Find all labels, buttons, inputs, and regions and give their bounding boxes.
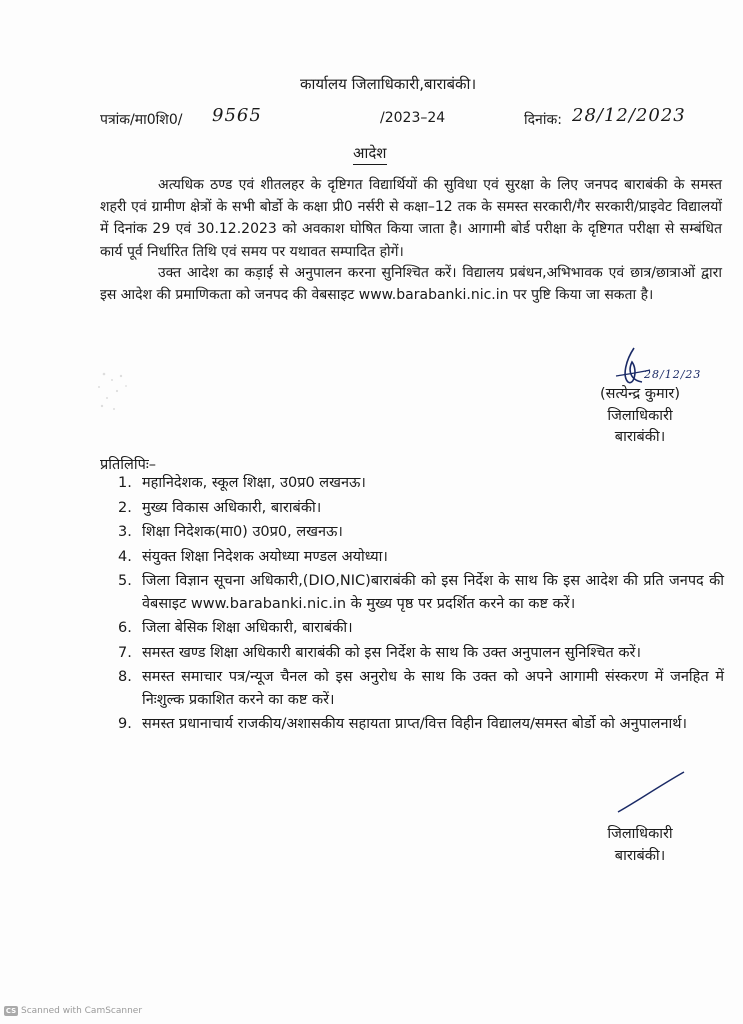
reference-year: /2023–24 bbox=[380, 110, 446, 126]
item-number: 2. bbox=[118, 499, 132, 516]
date-label: दिनांक: bbox=[524, 112, 562, 128]
item-text: जिला बेसिक शिक्षा अधिकारी, बाराबंकी। bbox=[142, 620, 353, 636]
closing-signature-mark bbox=[612, 768, 692, 818]
item-text: जिला विज्ञान सूचना अधिकारी,(DIO,NIC)बाराबंकी को इस निर्देश के साथ कि इस आदेश की प्रति जनपद की वेबसाइट www.barabanki.nic.in के मुख्य पृष्ठ पर प्रदर्शित करने का कष्ट करें। bbox=[142, 573, 724, 612]
closing-district: बाराबंकी। bbox=[614, 847, 666, 864]
item-text: समस्त प्रधानाचार्य राजकीय/अशासकीय सहायता प्राप्त/वित्त विहीन विद्यालय/समस्त बोर्डो को अनुपालनार्थ। bbox=[142, 716, 688, 732]
item-number: 7. bbox=[118, 644, 132, 661]
copy-to-list bbox=[100, 472, 724, 738]
signatory-name: (सत्येन्द्र कुमार) bbox=[599, 386, 680, 402]
order-paragraph-1: अत्यधिक ठण्ड एवं शीतलहर के दृष्टिगत विद्यार्थियों की सुविधा एवं सुरक्षा के लिए जनपद बाराबंकी के समस्त शहरी एवं ग्रामीण क्षेत्रों के सभी बोर्डो के कक्षा प्री0 नर्सरी से कक्षा–12 तक के समस्त सरकारी/गैर सरकारी/प्राइवेट विद्यालयों में दिनांक 29 एवं 30.12.2023 को अवकाश घोषित किया जाता है। आगामी बोर्ड परीक्षा के दृष्टिगत परीक्षा से सम्बंधित कार्य पूर्व निर्धारित तिथि एवं समय पर यथावत सम्पादित होगें। bbox=[100, 177, 722, 260]
list-item bbox=[100, 666, 724, 711]
order-paragraph-2: उक्त आदेश का कड़ाई से अनुपालन करना सुनिश्चित करें। विद्यालय प्रबंधन,अभिभावक एवं छात्र/छात्राओं द्वारा इस आदेश की प्रमाणिकता को जनपद की वेबसाइट www.barabanki.nic.in पर पुष्टि किया जा सकता है। bbox=[100, 265, 722, 304]
copy-to-label: प्रतिलिपिः– bbox=[100, 457, 157, 473]
item-number: 8. bbox=[118, 669, 132, 685]
item-text: मुख्य विकास अधिकारी, बाराबंकी। bbox=[142, 499, 322, 516]
closing-signature-block bbox=[575, 824, 705, 867]
signature-date: 28/12/23 bbox=[644, 368, 702, 381]
camscanner-logo-icon: CS bbox=[5, 1007, 17, 1015]
list-item bbox=[100, 497, 724, 520]
signatory-district: बाराबंकी। bbox=[614, 429, 666, 445]
faint-seal-mark bbox=[90, 362, 150, 422]
item-text: शिक्षा निदेशक(मा0) उ0प्र0, लखनऊ। bbox=[142, 524, 343, 540]
date-value: 28/12/2023 bbox=[572, 105, 686, 126]
reference-prefix: पत्रांक/मा0शि0/ bbox=[100, 112, 183, 128]
signatory-designation: जिलाधिकारी bbox=[607, 407, 673, 424]
office-title: कार्यालय जिलाधिकारी,बाराबंकी। bbox=[300, 75, 477, 93]
item-number: 4. bbox=[118, 548, 132, 565]
signature-block bbox=[575, 384, 705, 449]
scanner-watermark-text: Scanned with CamScanner bbox=[21, 1006, 143, 1016]
list-item bbox=[100, 617, 724, 640]
item-number: 3. bbox=[118, 524, 132, 540]
list-item bbox=[100, 713, 724, 736]
item-text: संयुक्त शिक्षा निदेशक अयोध्या मण्डल अयोध्या। bbox=[142, 548, 388, 565]
item-number: 5. bbox=[118, 573, 132, 589]
item-text: समस्त खण्ड शिक्षा अधिकारी बाराबंकी को इस निर्देश के साथ कि उक्त अनुपालन सुनिश्चित करें। bbox=[142, 644, 641, 661]
closing-designation: जिलाधिकारी bbox=[607, 826, 673, 842]
item-number: 6. bbox=[118, 620, 132, 636]
list-item bbox=[100, 642, 724, 665]
item-number: 9. bbox=[118, 716, 132, 732]
order-heading: आदेश bbox=[353, 144, 387, 162]
item-text: समस्त समाचार पत्र/न्यूज चैनल को इस अनुरोध के साथ कि उक्त को अपने आगामी संस्करण में जनहित में निःशुल्क प्रकाशित करने का कष्ट करें। bbox=[142, 669, 724, 708]
list-item bbox=[100, 521, 724, 544]
reference-line bbox=[100, 107, 720, 135]
reference-number: 9565 bbox=[212, 105, 262, 126]
list-item bbox=[100, 472, 724, 495]
scanner-watermark bbox=[4, 1006, 142, 1016]
list-item bbox=[100, 546, 724, 569]
item-number: 1. bbox=[118, 475, 132, 491]
list-item bbox=[100, 570, 724, 615]
item-text: महानिदेशक, स्कूल शिक्षा, उ0प्र0 लखनऊ। bbox=[142, 475, 366, 491]
